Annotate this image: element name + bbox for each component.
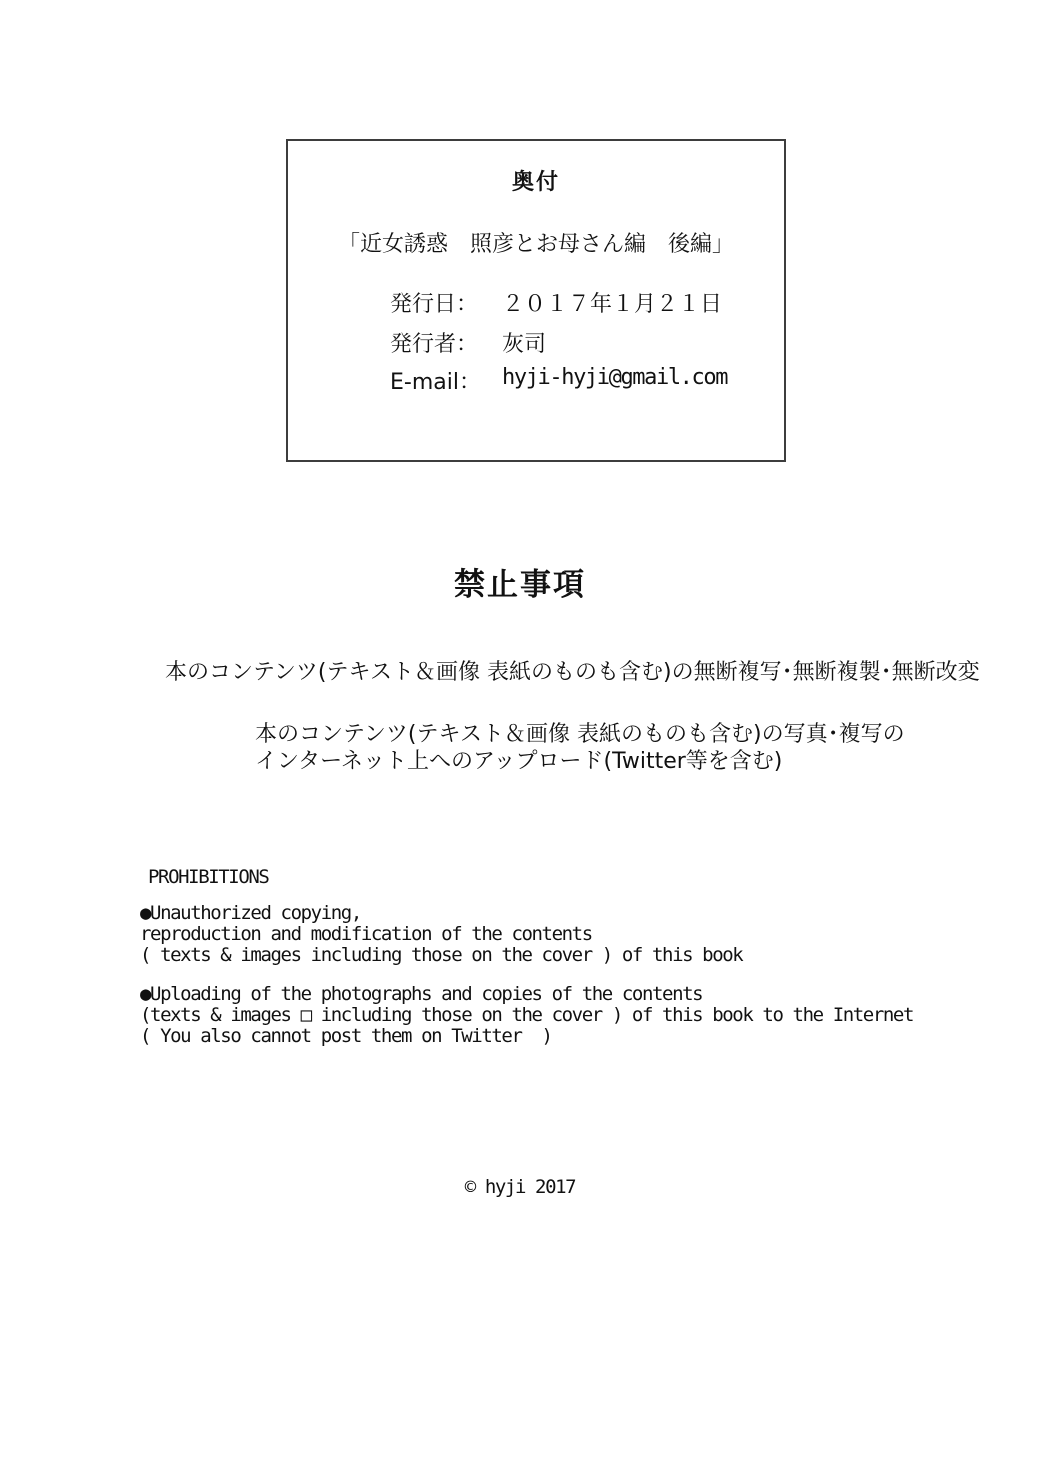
en-rule-no-copying-line-1: ●Unauthorized copying, bbox=[140, 902, 361, 924]
en-rule-no-copying-line-3: ( texts & images including those on the cover ) of this book bbox=[140, 944, 743, 966]
jp-rule-no-copying: 本のコンテンツ(テキスト＆画像 表紙のものも含む)の無断複写･無断複製･無断改変 bbox=[165, 660, 980, 685]
jp-rule-no-upload-line-2: インターネット上へのアップロード(Twitter等を含む) bbox=[255, 749, 783, 774]
en-rule-no-upload-line-2: (texts & images □ including those on the cover ) of this book to the Internet bbox=[140, 1004, 914, 1026]
en-rule-no-copying bbox=[140, 903, 742, 966]
en-rule-no-copying-line-2: reproduction and modification of the contents bbox=[140, 923, 592, 945]
email-label: E-mail： bbox=[390, 370, 481, 395]
field-row-issue-date bbox=[390, 287, 722, 318]
publisher-label: 発行者： bbox=[390, 332, 479, 357]
email-value: hyji-hyji@gmail.com bbox=[502, 365, 728, 390]
field-row-email bbox=[390, 365, 727, 396]
jp-rule-no-upload-line-1: 本のコンテンツ(テキスト＆画像 表紙のものも含む)の写真･複写の bbox=[255, 722, 905, 747]
en-rule-no-upload bbox=[140, 984, 913, 1047]
copyright-notice: © hyji 2017 bbox=[464, 1176, 576, 1198]
en-rule-no-upload-line-3: ( You also cannot post them on Twitter ) bbox=[140, 1025, 552, 1047]
colophon-box bbox=[286, 139, 786, 462]
prohibitions-heading-jp: 禁止事項 bbox=[454, 567, 586, 603]
colophon-heading: 奥付 bbox=[511, 170, 560, 195]
issue-date-value: ２０１７年１月２１日 bbox=[502, 292, 723, 317]
publisher-value: 灰司 bbox=[502, 332, 547, 357]
doujin-title: 「近女誘惑 照彦とお母さん編 後編」 bbox=[337, 232, 734, 257]
jp-rule-no-upload bbox=[255, 721, 905, 775]
en-rule-no-upload-line-1: ●Uploading of the photographs and copies of the contents bbox=[140, 983, 703, 1005]
issue-date-label: 発行日： bbox=[390, 292, 479, 317]
prohibitions-heading-en: PROHIBITIONS bbox=[148, 866, 269, 888]
field-row-publisher bbox=[390, 327, 546, 358]
